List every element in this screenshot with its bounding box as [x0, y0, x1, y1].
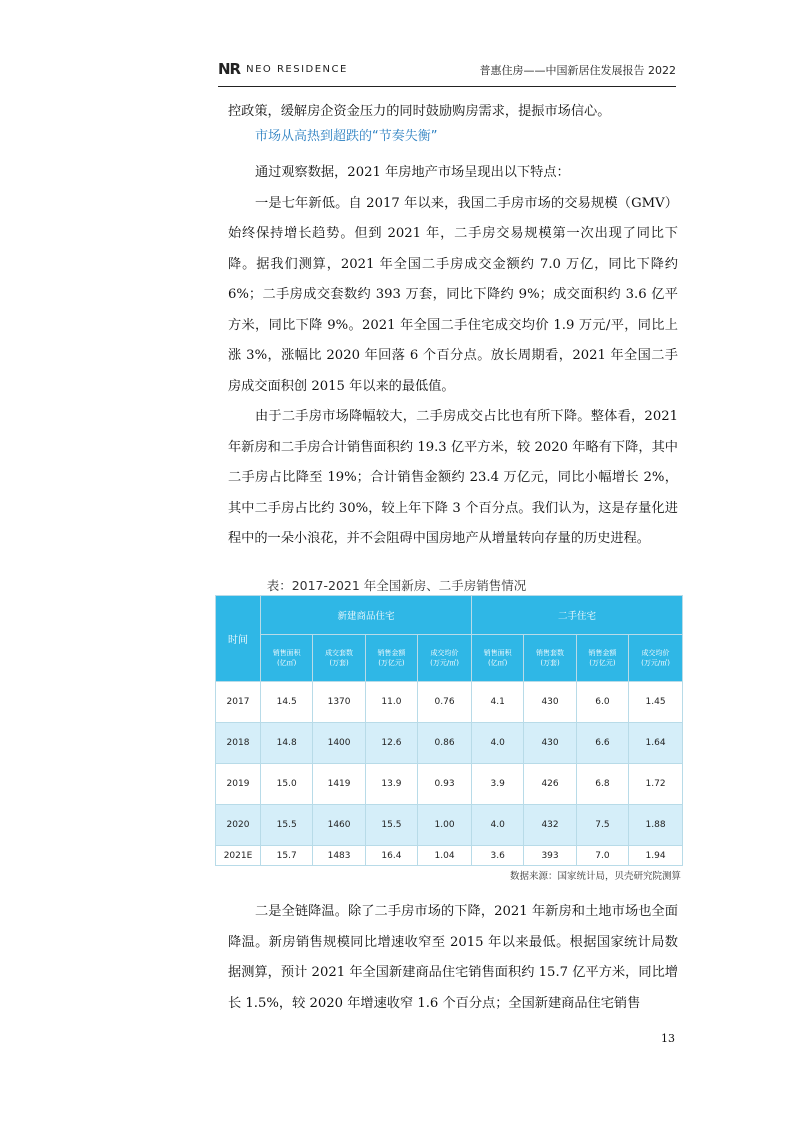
paragraph-3: 由于二手房市场降幅较大，二手房成交占比也有所下降。整体看，2021 年新房和二手房合计销售面积约 19.3 亿平方米，较 2020 年略有下降，其中二手房占比降至 19%；合计销售金额约 23.4 万亿元，同比小幅增长 2%，其中二手房占比约 30%，较上年下降 3 个百分点。我们认为，这是存量化进程中的一朵小浪花，并不会阻碍中国房地产从增量转向存量的历史进程。: [228, 409, 678, 546]
table-source: 数据来源：国家统计局，贝壳研究院测算: [509, 871, 681, 882]
table-cell: 6.6: [576, 723, 628, 764]
table-cell: 426: [524, 764, 576, 805]
year-cell: 2021E: [216, 846, 261, 866]
table-cell: 4.0: [471, 723, 523, 764]
body-text-continued: [228, 897, 678, 1019]
table-caption: 表：2017-2021 年全国新房、二手房销售情况: [266, 578, 527, 593]
page-header: [218, 56, 676, 87]
section-subheading: 市场从高热到超跌的“节奏失衡”: [255, 129, 438, 144]
table-row: [216, 764, 683, 805]
column-header: 销售金额 (万亿元): [576, 635, 628, 682]
column-header: 销售金额 (万亿元): [365, 635, 417, 682]
table-cell: 1.45: [629, 682, 683, 723]
table-cell: 7.5: [576, 805, 628, 846]
year-cell: 2018: [216, 723, 261, 764]
table-cell: 1.64: [629, 723, 683, 764]
table-cell: 3.6: [471, 846, 523, 866]
table-cell: 393: [524, 846, 576, 866]
table-cell: 7.0: [576, 846, 628, 866]
table-cell: 13.9: [365, 764, 417, 805]
intro-line: 控政策，缓解房企资金压力的同时鼓励购房需求，提振市场信心。: [228, 104, 611, 119]
logo-mark: NR: [218, 60, 241, 78]
year-cell: 2020: [216, 805, 261, 846]
column-header: 成交均价 (万元/㎡): [629, 635, 683, 682]
table-cell: 14.5: [261, 682, 313, 723]
column-header: 销售套数 (万套): [524, 635, 576, 682]
table-cell: 15.0: [261, 764, 313, 805]
table-cell: 4.1: [471, 682, 523, 723]
table-row: [216, 846, 683, 866]
table-cell: 430: [524, 682, 576, 723]
table-cell: 11.0: [365, 682, 417, 723]
table-cell: 432: [524, 805, 576, 846]
table-cell: 15.5: [365, 805, 417, 846]
table-cell: 0.76: [418, 682, 472, 723]
table-row: [216, 682, 683, 723]
page-number: 13: [661, 1032, 675, 1045]
logo: [218, 60, 348, 78]
table-row: [216, 723, 683, 764]
column-header: 销售面积 (亿㎡): [471, 635, 523, 682]
table-cell: 15.7: [261, 846, 313, 866]
table-cell: 12.6: [365, 723, 417, 764]
logo-text: NEO RESIDENCE: [246, 63, 348, 75]
report-title: 普惠住房——中国新居住发展报告 2022: [479, 64, 676, 77]
group-header-new: 新建商品住宅: [261, 596, 472, 635]
table-cell: 15.5: [261, 805, 313, 846]
table-cell: 6.8: [576, 764, 628, 805]
year-cell: 2019: [216, 764, 261, 805]
column-header: 销售面积 (亿㎡): [261, 635, 313, 682]
table-cell: 1483: [313, 846, 365, 866]
time-header: 时间: [216, 596, 261, 682]
sales-table: [215, 595, 683, 866]
table-cell: 1.94: [629, 846, 683, 866]
column-header: 成交均价 (万元/㎡): [418, 635, 472, 682]
table-cell: 1.88: [629, 805, 683, 846]
paragraph-4: 二是全链降温。除了二手房市场的下降，2021 年新房和土地市场也全面降温。新房销售规模同比增速收窄至 2015 年以来最低。根据国家统计局数据测算，预计 2021 年全国新建商品住宅销售面积约 15.7 亿平方米，同比增长 1.5%，较 2020 年增速收窄 1.6 个百分点；全国新建商品住宅销售: [228, 904, 678, 1011]
table-cell: 4.0: [471, 805, 523, 846]
table-cell: 1460: [313, 805, 365, 846]
table-cell: 0.86: [418, 723, 472, 764]
group-header-second: 二手住宅: [471, 596, 682, 635]
body-text: [228, 158, 678, 555]
year-cell: 2017: [216, 682, 261, 723]
intro-text: [228, 97, 678, 128]
paragraph-2: 一是七年新低。自 2017 年以来，我国二手房市场的交易规模（GMV）始终保持增长趋势。但到 2021 年，二手房交易规模第一次出现了同比下降。据我们测算，2021 年全国二手房成交金额约 7.0 万亿，同比下降约 6%；二手房成交套数约 393 万套，同比下降约 9%；成交面积约 3.6 亿平方米，同比下降 9%。2021 年全国二手住宅成交均价 1.9 万元/平，同比上涨 3%，涨幅比 2020 年回落 6 个百分点。放长周期看，2021 年全国二手房成交面积创 2015 年以来的最低值。: [228, 195, 678, 394]
table-cell: 1419: [313, 764, 365, 805]
table-row: [216, 805, 683, 846]
table-cell: 14.8: [261, 723, 313, 764]
table-cell: 1.04: [418, 846, 472, 866]
table-cell: 1400: [313, 723, 365, 764]
table-cell: 16.4: [365, 846, 417, 866]
column-header: 成交套数 (万套): [313, 635, 365, 682]
paragraph-1: 通过观察数据，2021 年房地产市场呈现出以下特点：: [255, 165, 570, 180]
table-cell: 430: [524, 723, 576, 764]
table-cell: 1.00: [418, 805, 472, 846]
table-cell: 1370: [313, 682, 365, 723]
table-cell: 1.72: [629, 764, 683, 805]
table-cell: 3.9: [471, 764, 523, 805]
table-cell: 6.0: [576, 682, 628, 723]
table-cell: 0.93: [418, 764, 472, 805]
